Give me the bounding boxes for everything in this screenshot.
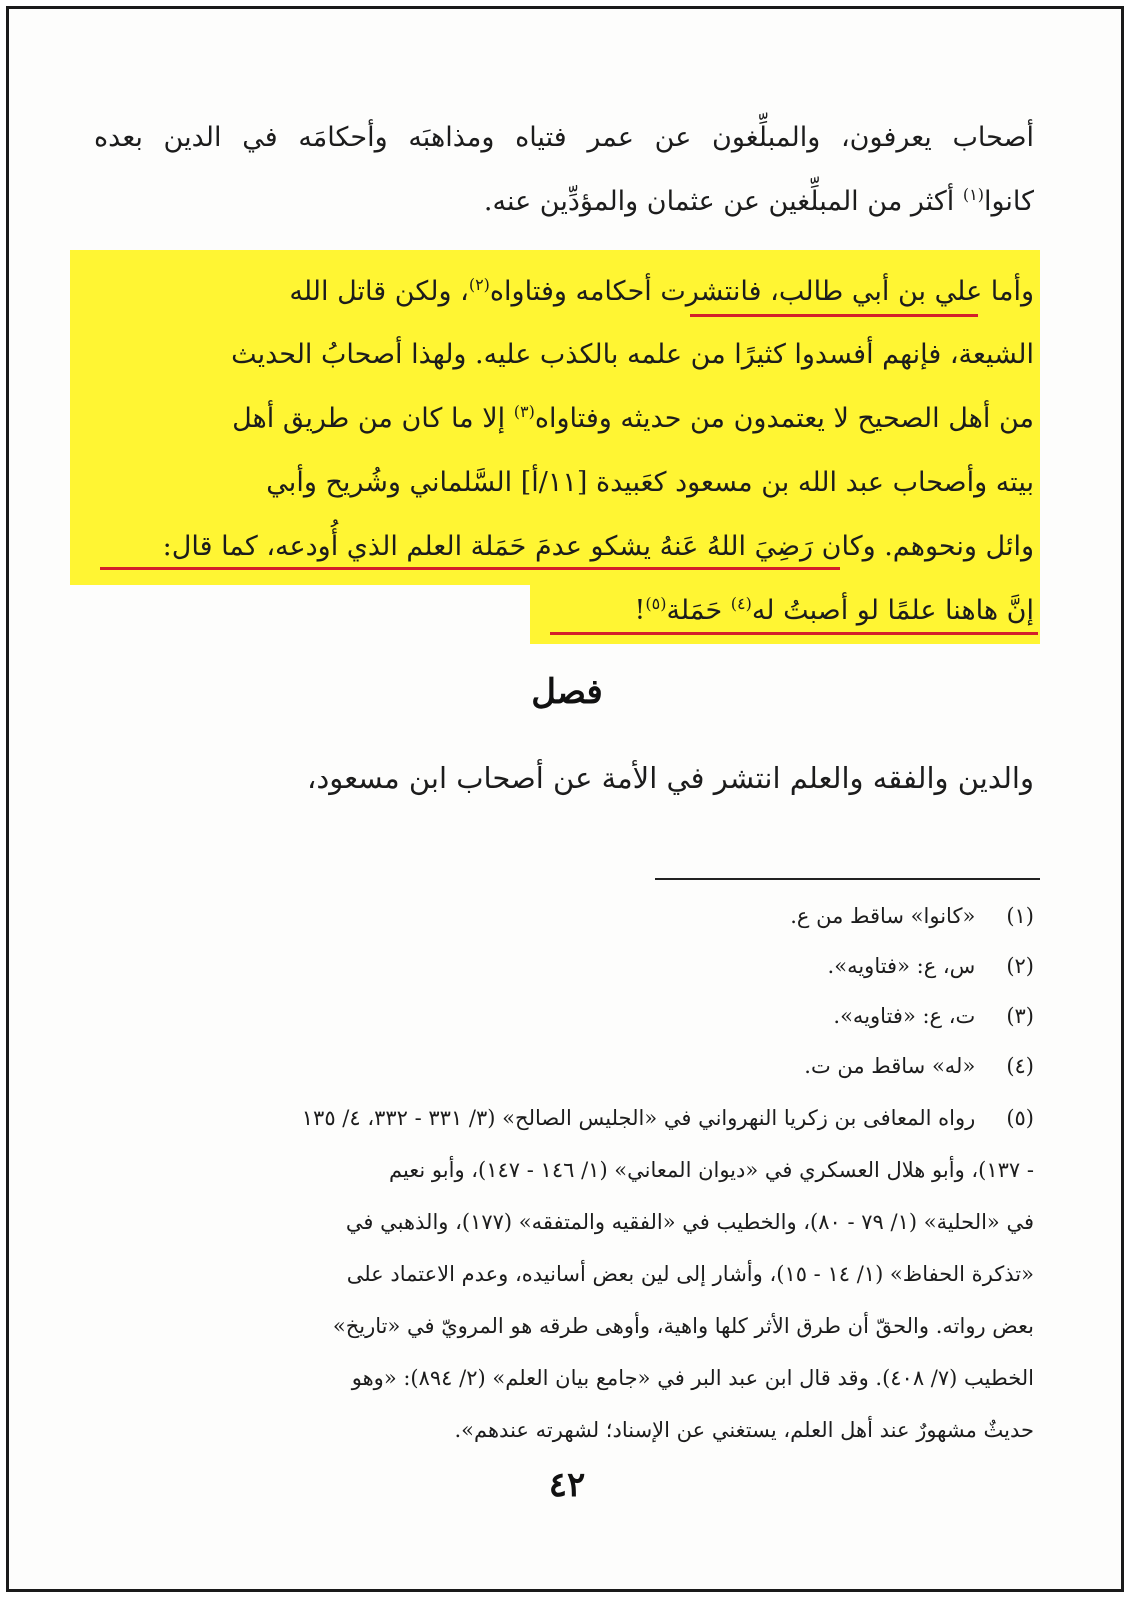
footnote-ref: (٥) [645,594,667,613]
body-text: حَمَلة [666,595,731,626]
footnote-number: (٥) [1006,1106,1034,1130]
underline-2 [100,567,840,570]
body-text: ، فانتشرت أحكامه وفتاواه [489,276,779,307]
footnote-5-line: في «الحلية» (١/ ٧٩ - ٨٠)، والخطيب في «الفقيه والمتفقه» (١٧٧)، والذهبي في [345,1210,1034,1234]
highlight-line-6 [634,591,1034,631]
body-text: إلا ما كان من طريق أهل [232,403,514,434]
footnote-5-line: «تذكرة الحفاظ» (١/ ١٤ - ١٥)، وأشار إلى لين بعض أسانيده، وعدم الاعتماد على [346,1262,1034,1286]
footnote-text: س، ع: «فتاويه». [827,954,976,978]
footnote-5-line: بعض رواته. والحقّ أن طرق الأثر كلها واهية، وأوهى طرقه هو المرويّ في «تاريخ» [332,1314,1034,1338]
body-line-1: أصحاب يعرفون، والمبلِّغون عن عمر فتياه ومذاهبَه وأحكامَه في الدين بعده [94,122,1035,153]
highlight-line-5: وائل ونحوهم. وكان رَضِيَ اللهُ عَنهُ يشكو عدمَ حَمَلة العلم الذي أُودعه، كما قال: [162,531,1034,562]
footnote-5-line: - ١٣٧)، وأبو هلال العسكري في «ديوان المعاني» (١/ ١٤٦ - ١٤٧)، وأبو نعيم [388,1158,1034,1182]
page-frame [6,6,1124,1592]
footnote-number: (٢) [1006,954,1034,978]
page-number: ٤٢ [548,1465,586,1505]
underline-1 [690,314,978,317]
footnote-ref: (٢) [468,275,490,294]
underlined-name: وأما علي بن أبي طالب [778,276,1034,307]
footnote-5-line: الخطيب (٧/ ٤٠٨). وقد قال ابن عبد البر في «جامع بيان العلم» (٢/ ٨٩٤): «وهو [351,1366,1034,1390]
footnote-4 [804,1048,1034,1084]
section-heading: فصل [531,672,603,712]
footnote-text: رواه المعافى بن زكريا النهرواني في «الجليس الصالح» (٣/ ٣٣١ - ٣٣٢، ٤/ ١٣٥ [301,1106,976,1130]
footnote-text: ت، ع: «فتاويه». [833,1004,976,1028]
footnote-1 [790,898,1034,934]
body-text: كانوا [983,186,1034,217]
footnote-number: (٣) [1006,1004,1034,1028]
body-text: أكثر من المبلِّغين عن عثمان والمؤدِّين عنه. [483,186,963,217]
footnote-3 [833,998,1034,1034]
highlight-line-1 [289,272,1034,312]
footnote-text: «له» ساقط من ت. [804,1054,976,1078]
underline-3 [550,632,1038,635]
body-text: إنَّ هاهنا علمًا لو أصبتُ له [751,595,1034,626]
footnote-ref: (٣) [513,402,535,421]
body-text: من أهل الصحيح لا يعتمدون من حديثه وفتاواه [534,403,1034,434]
section-line: والدين والفقه والعلم انتشر في الأمة عن أصحاب ابن مسعود، [306,761,1034,795]
body-text: ! [634,595,646,626]
footnote-5 [302,1100,1034,1136]
footnote-ref: (١) [962,185,984,204]
highlight-line-2: الشيعة، فإنهم أفسدوا كثيرًا من علمه بالكذب عليه. ولهذا أصحابُ الحديث [231,339,1034,370]
highlight-line-4: بيته وأصحاب عبد الله بن مسعود كعَبيدة [١١/أ] السَّلماني وشُريح وأبي [266,467,1034,498]
body-line-2 [484,182,1034,222]
footnote-text: «كانوا» ساقط من ع. [790,904,976,928]
footnote-number: (١) [1006,904,1034,928]
footnote-separator [655,878,1040,880]
footnote-number: (٤) [1006,1054,1034,1078]
highlight-line-3 [232,399,1034,439]
footnote-2 [828,948,1034,984]
footnote-5-line: حديثٌ مشهورٌ عند أهل العلم، يستغني عن الإسناد؛ لشهرته عندهم». [454,1418,1034,1442]
body-text: ، ولكن قاتل الله [289,276,469,307]
footnote-ref: (٤) [730,594,752,613]
